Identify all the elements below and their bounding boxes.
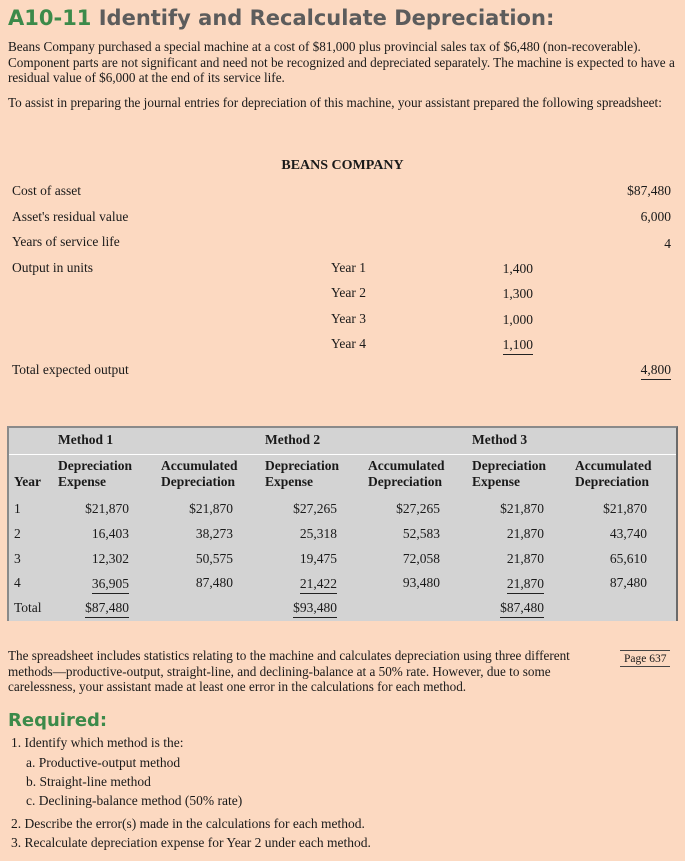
residual-label: Asset's residual value: [12, 209, 129, 224]
table-cell: $27,265: [293, 501, 337, 516]
table-cell: 21,870: [507, 576, 544, 594]
method-1-header: Method 1: [58, 432, 114, 447]
exercise-code: A10-11: [8, 6, 92, 30]
m1-expense-header: Depreciation Expense: [58, 458, 132, 489]
table-cell-year: 3: [14, 551, 21, 566]
table-cell: 65,610: [609, 551, 647, 566]
table-cell: 21,870: [506, 551, 544, 566]
exercise-heading: Identify and Recalculate Depreciation:: [98, 6, 555, 30]
m2-accumulated-header: Accumulated Depreciation: [368, 458, 445, 489]
intro-paragraph: Beans Company purchased a special machine at a cost of $81,000 plus provincial sales tax of $6,480 (non-recoverable). Component parts are not significant and need not be recognized and depreciated separately. The machine is expected to have a residual value of $6,000 at the end of its service life.: [8, 39, 675, 85]
assistant-paragraph: To assist in preparing the journal entries for depreciation of this machine, your assistant prepared the following spreadsheet:: [8, 95, 662, 110]
page-reference: Page 637: [620, 650, 670, 667]
year-label: Year 1: [331, 260, 367, 275]
required-item-3: 3. Recalculate depreciation expense for Year 2 under each method.: [11, 835, 371, 850]
table-cell: 43,740: [609, 526, 647, 541]
table-cell: 25,318: [299, 526, 337, 541]
year-label: Year 4: [331, 336, 367, 351]
table-cell: $21,870: [85, 501, 129, 516]
table-cell: $21,870: [500, 501, 544, 516]
method-3-header: Method 3: [472, 432, 528, 447]
life-value: 4: [664, 236, 671, 251]
required-heading: Required:: [8, 710, 108, 731]
required-sub-b: b. Straight-line method: [26, 774, 151, 789]
cost-value: $87,480: [627, 183, 671, 198]
method-2-header: Method 2: [265, 432, 321, 447]
table-cell: 36,905: [92, 576, 129, 594]
table-cell: $21,870: [189, 501, 233, 516]
total-output-label: Total expected output: [12, 362, 129, 377]
year-units: 1,100: [503, 337, 533, 355]
table-cell: 87,480: [609, 575, 647, 590]
description-paragraph: The spreadsheet includes statistics relating to the machine and calculates depreciation using three different methods—productive-output, straight-line, and declining-balance at a 50% rate. However, due to some carelessness, your assistant made at least one error in the calculations for each method.: [8, 648, 570, 694]
m1-total: $87,480: [85, 600, 129, 618]
total-output-value: 4,800: [641, 362, 671, 380]
required-item-1: 1. Identify which method is the:: [11, 735, 184, 750]
table-cell: 19,475: [299, 551, 337, 566]
table-cell: 50,575: [195, 551, 233, 566]
m1-accumulated-header: Accumulated Depreciation: [161, 458, 238, 489]
m2-expense-header: Depreciation Expense: [265, 458, 339, 489]
table-cell: 87,480: [195, 575, 233, 590]
table-cell: $21,870: [603, 501, 647, 516]
cost-label: Cost of asset: [12, 183, 81, 198]
year-label: Year 2: [331, 285, 367, 300]
required-sub-c: c. Declining-balance method (50% rate): [26, 793, 243, 808]
company-name: BEANS COMPANY: [281, 158, 404, 173]
year-units: 1,300: [502, 286, 533, 301]
year-units: 1,400: [502, 261, 533, 276]
m2-total: $93,480: [293, 600, 337, 618]
m3-expense-header: Depreciation Expense: [472, 458, 546, 489]
table-cell-year: 2: [14, 526, 21, 541]
m3-total: $87,480: [500, 600, 544, 618]
exercise-title: [8, 6, 554, 30]
table-cell: 38,273: [195, 526, 233, 541]
year-label: Year 3: [331, 311, 367, 326]
table-cell: 52,583: [402, 526, 440, 541]
table-cell-year: 4: [14, 575, 21, 590]
table-cell: 93,480: [402, 575, 440, 590]
table-cell: 12,302: [91, 551, 129, 566]
table-cell-year: 1: [14, 501, 21, 516]
methods-table: [7, 426, 678, 621]
m3-accumulated-header: Accumulated Depreciation: [575, 458, 652, 489]
total-row-label: Total: [14, 600, 42, 615]
output-label: Output in units: [12, 260, 94, 275]
residual-value: 6,000: [640, 209, 671, 224]
year-units: 1,000: [502, 312, 533, 327]
year-column-header: Year: [14, 474, 41, 489]
table-cell: 21,422: [300, 576, 337, 594]
required-sub-a: a. Productive-output method: [26, 755, 181, 770]
table-cell: 21,870: [506, 526, 544, 541]
life-label: Years of service life: [12, 234, 120, 249]
required-item-2: 2. Describe the error(s) made in the calculations for each method.: [11, 816, 365, 831]
table-cell: $27,265: [396, 501, 440, 516]
table-cell: 16,403: [91, 526, 129, 541]
table-cell: 72,058: [402, 551, 440, 566]
